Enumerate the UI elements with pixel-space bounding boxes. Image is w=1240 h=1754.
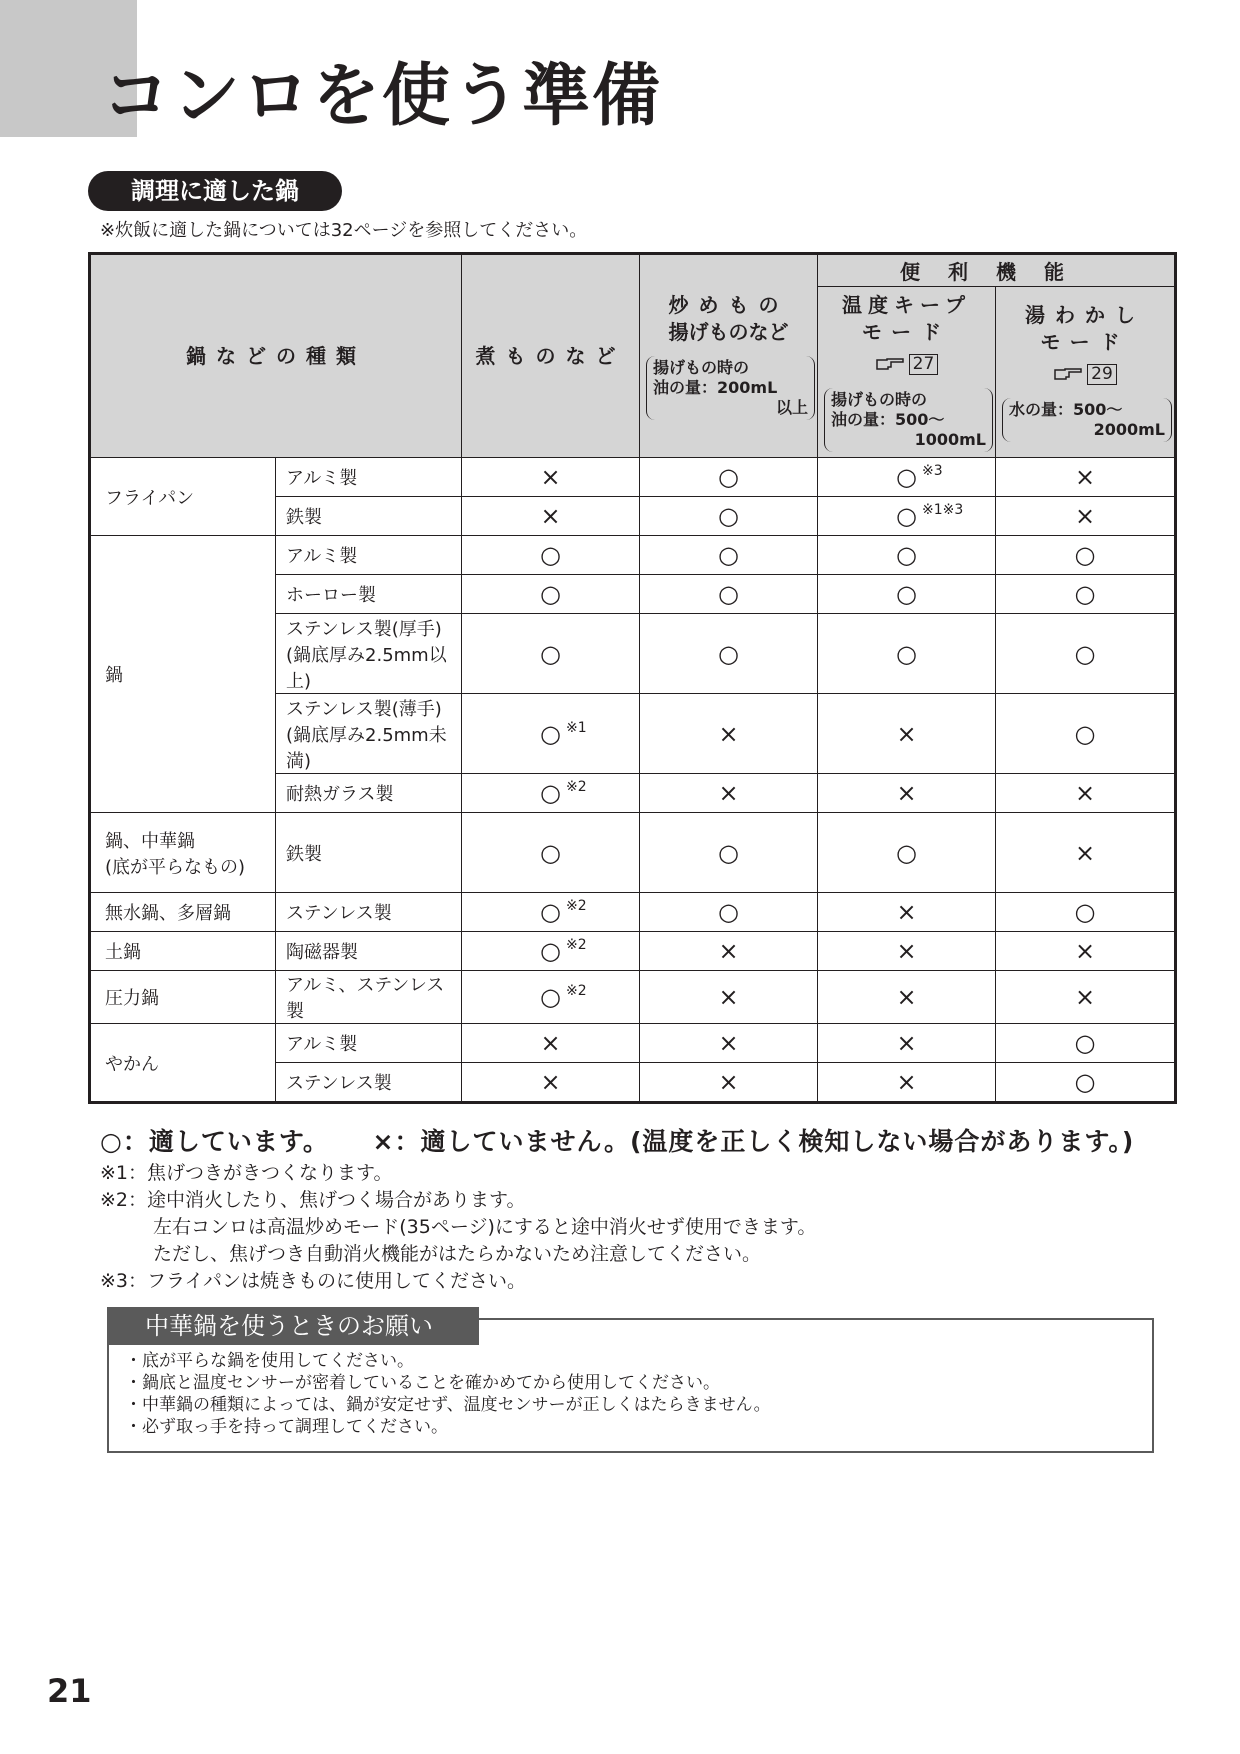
suitability-cell xyxy=(818,1024,996,1063)
cookware-table xyxy=(88,252,1177,1104)
suitability-cell xyxy=(818,614,996,694)
boil-mode-page-link[interactable]: 29 xyxy=(1087,364,1117,385)
suitability-mark: × xyxy=(896,937,917,965)
suitability-cell xyxy=(818,458,996,497)
suitability-mark: × xyxy=(718,937,739,965)
suitability-cell xyxy=(640,614,818,694)
suitability-mark: × xyxy=(718,1068,739,1096)
header-type: 鍋などの種類 xyxy=(90,254,462,458)
suitability-cell xyxy=(640,971,818,1024)
keep-mode-page-link[interactable]: 27 xyxy=(909,354,939,375)
legend xyxy=(100,1122,1168,1158)
cookware-material: アルミ製 xyxy=(276,1024,462,1063)
suitability-mark: × xyxy=(1074,779,1096,807)
suitability-cell xyxy=(818,694,996,774)
suitability-cell xyxy=(996,893,1176,932)
table-row xyxy=(90,1024,1176,1063)
request-item: ・ 底が平らな鍋を使用してください。 xyxy=(125,1350,771,1372)
keep-oil-note: 揚げもの時の 油の量：500〜 1000mL xyxy=(824,388,993,452)
footnote-2-line2: 左右コンロは高温炒めモード(35ページ)にすると途中消火せず使用できます。 xyxy=(153,1216,817,1238)
suitability-cell xyxy=(996,971,1176,1024)
suitability-cell xyxy=(462,1024,640,1063)
suitability-mark: × xyxy=(718,779,739,807)
suitability-cell xyxy=(462,893,640,932)
cookware-category: 圧力鍋 xyxy=(90,971,276,1024)
footnote-2: ※2：途中消火したり、焦げつく場合があります。 xyxy=(100,1189,526,1211)
footnote-1: ※1：焦げつきがきつくなります。 xyxy=(100,1162,393,1184)
cookware-material: ステンレス製(薄手) (鍋底厚み2.5mm未満) xyxy=(276,694,462,774)
section-heading: 調理に適した鍋 xyxy=(88,171,342,211)
suitability-cell xyxy=(462,1063,640,1103)
suitability-mark: ○ ※2 xyxy=(540,900,561,924)
suitability-cell xyxy=(462,694,640,774)
suitability-cell xyxy=(462,536,640,575)
suitability-mark: ○ xyxy=(1074,1029,1096,1057)
footnotes xyxy=(100,1160,816,1295)
suitability-mark: ○ xyxy=(896,838,917,867)
suitability-cell xyxy=(640,893,818,932)
cookware-category: 鍋 xyxy=(90,536,276,813)
suitability-cell xyxy=(640,575,818,614)
suitability-mark: × xyxy=(1074,937,1096,965)
suitability-cell xyxy=(818,536,996,575)
page-title: コンロを使う準備 xyxy=(102,57,663,136)
suitability-mark: ○ xyxy=(896,580,917,608)
cookware-material: アルミ製 xyxy=(276,458,462,497)
legend-suitable: ○：適しています。 xyxy=(100,1127,329,1156)
suitability-cell xyxy=(818,1063,996,1103)
suitability-mark: × xyxy=(1074,463,1096,491)
suitability-mark: × xyxy=(718,983,739,1011)
cookware-category: 土鍋 xyxy=(90,932,276,971)
footnote-ref: ※2 xyxy=(566,983,587,999)
suitability-cell xyxy=(462,497,640,536)
request-title: 中華鍋を使うときのお願い xyxy=(107,1307,479,1345)
rice-cooking-note: ※炊飯に適した鍋については32ページを参照してください。 xyxy=(100,220,588,241)
suitability-mark: ○ xyxy=(540,639,561,668)
table-row xyxy=(90,458,1176,497)
suitability-mark: ○ ※2 xyxy=(540,939,561,963)
cookware-material: 鉄製 xyxy=(276,813,462,893)
suitability-mark: × xyxy=(896,779,917,807)
suitability-cell xyxy=(640,536,818,575)
suitability-cell xyxy=(640,774,818,813)
footnote-ref: ※1 xyxy=(566,719,587,736)
suitability-mark: × xyxy=(540,463,561,491)
page-number: 21 xyxy=(47,1672,92,1710)
suitability-cell xyxy=(818,813,996,893)
suitability-mark: × xyxy=(896,898,917,926)
suitability-mark: ○ xyxy=(718,838,739,867)
suitability-cell xyxy=(462,575,640,614)
suitability-cell xyxy=(462,971,640,1024)
cookware-material: 耐熱ガラス製 xyxy=(276,774,462,813)
footnote-3: ※3：フライパンは焼きものに使用してください。 xyxy=(100,1270,527,1292)
footnote-ref: ※2 xyxy=(566,779,587,795)
suitability-cell xyxy=(818,971,996,1024)
cookware-category: フライパン xyxy=(90,458,276,536)
suitability-cell xyxy=(818,497,996,536)
suitability-mark: ○ xyxy=(1074,639,1096,668)
cookware-material: 鉄製 xyxy=(276,497,462,536)
suitability-cell xyxy=(996,774,1176,813)
request-list xyxy=(125,1350,771,1438)
header-convenience: 便利機能 xyxy=(818,254,1176,287)
footnote-ref: ※2 xyxy=(566,937,587,953)
suitability-mark: ○ xyxy=(1074,719,1096,748)
suitability-cell xyxy=(462,774,640,813)
cookware-material: 陶磁器製 xyxy=(276,932,462,971)
suitability-mark: ○ xyxy=(1074,1068,1096,1096)
suitability-mark: ○ xyxy=(718,580,739,608)
suitability-cell xyxy=(462,614,640,694)
table-row xyxy=(90,536,1176,575)
suitability-mark: ○ xyxy=(1074,541,1096,569)
boil-water-note: 水の量：500〜 2000mL xyxy=(1002,398,1172,442)
suitability-mark: ○ xyxy=(718,639,739,668)
suitability-mark: ○ xyxy=(718,463,739,491)
suitability-mark: ○ ※2 xyxy=(540,985,561,1009)
suitability-cell xyxy=(996,1024,1176,1063)
header-fry: 炒めもの 揚げものなど 揚げもの時の 油の量：200mL 以上 xyxy=(640,254,818,458)
suitability-cell xyxy=(462,932,640,971)
suitability-mark: × xyxy=(718,719,739,748)
suitability-cell xyxy=(818,893,996,932)
footnote-2-line3: ただし、焦げつき自動消火機能がはたらかないため注意してください。 xyxy=(153,1243,762,1265)
suitability-mark: × xyxy=(1074,983,1096,1011)
suitability-mark: × xyxy=(540,1029,561,1057)
table-row xyxy=(90,813,1176,893)
cookware-material: ホーロー製 xyxy=(276,575,462,614)
suitability-cell xyxy=(462,458,640,497)
footnote-ref: ※3 xyxy=(922,463,943,479)
suitability-mark: ○ xyxy=(1074,580,1096,608)
cookware-category: 無水鍋、多層鍋 xyxy=(90,893,276,932)
request-item: ・ 必ず取っ手を持って調理してください。 xyxy=(125,1416,771,1438)
suitability-mark: × xyxy=(896,983,917,1011)
legend-unsuitable: ×：適していません。(温度を正しく検知しない場合があります。) xyxy=(372,1127,1135,1156)
suitability-mark: ○ xyxy=(896,541,917,569)
header-boil-mode: 湯わかし モード 29 水の量：500〜 2000mL xyxy=(996,287,1176,458)
suitability-cell xyxy=(818,774,996,813)
request-item: ・ 中華鍋の種類によっては、鍋が安定せず、温度センサーが正しくはたらきません。 xyxy=(125,1394,771,1416)
suitability-cell xyxy=(996,694,1176,774)
cookware-material: ステンレス製 xyxy=(276,893,462,932)
suitability-cell xyxy=(640,932,818,971)
suitability-cell xyxy=(996,536,1176,575)
suitability-cell xyxy=(996,932,1176,971)
fry-oil-note: 揚げもの時の 油の量：200mL 以上 xyxy=(646,356,815,420)
suitability-cell xyxy=(996,1063,1176,1103)
suitability-mark: × xyxy=(718,1029,739,1057)
suitability-cell xyxy=(996,497,1176,536)
suitability-cell xyxy=(640,694,818,774)
suitability-cell xyxy=(640,497,818,536)
suitability-mark: ○ xyxy=(1074,898,1096,926)
cookware-material: アルミ、ステンレス製 xyxy=(276,971,462,1024)
header-keep-mode: 温度キープ モード 27 揚げもの時の 油の量：500〜 1000mL xyxy=(818,287,996,458)
footnote-ref: ※2 xyxy=(566,898,587,914)
suitability-mark: × xyxy=(1074,838,1096,867)
suitability-cell xyxy=(640,458,818,497)
suitability-cell xyxy=(818,575,996,614)
request-item: ・ 鍋底と温度センサーが密着していることを確かめてから使用してください。 xyxy=(125,1372,771,1394)
suitability-mark: ○ ※1 xyxy=(540,722,561,746)
footnote-ref: ※1※3 xyxy=(922,502,964,518)
suitability-cell xyxy=(996,813,1176,893)
header-simmer: 煮ものなど xyxy=(462,254,640,458)
suitability-cell xyxy=(640,813,818,893)
suitability-mark: × xyxy=(896,1029,917,1057)
pointing-hand-icon xyxy=(1053,367,1083,381)
table-row xyxy=(90,932,1176,971)
table-row xyxy=(90,893,1176,932)
suitability-mark: ○ xyxy=(896,639,917,668)
suitability-mark: ○ xyxy=(540,838,561,867)
cookware-material: ステンレス製 xyxy=(276,1063,462,1103)
cookware-material: アルミ製 xyxy=(276,536,462,575)
cookware-category: 鍋、中華鍋 (底が平らなもの) xyxy=(90,813,276,893)
suitability-mark: × xyxy=(1074,502,1096,530)
suitability-cell xyxy=(640,1063,818,1103)
suitability-cell xyxy=(818,932,996,971)
suitability-cell xyxy=(996,458,1176,497)
suitability-mark: ○ xyxy=(718,502,739,530)
suitability-mark: ○ xyxy=(540,541,561,569)
suitability-cell xyxy=(996,575,1176,614)
cookware-material: ステンレス製(厚手) (鍋底厚み2.5mm以上) xyxy=(276,614,462,694)
pointing-hand-icon xyxy=(875,357,905,371)
suitability-cell xyxy=(996,614,1176,694)
suitability-mark: ○ xyxy=(718,898,739,926)
suitability-mark: ○ xyxy=(540,580,561,608)
suitability-mark: × xyxy=(540,1068,561,1096)
suitability-mark: × xyxy=(540,502,561,530)
suitability-mark: ○ ※1※3 xyxy=(896,504,917,528)
suitability-mark: ○ xyxy=(718,541,739,569)
suitability-mark: × xyxy=(896,1068,917,1096)
table-row xyxy=(90,971,1176,1024)
suitability-mark: ○ ※3 xyxy=(896,465,917,489)
cookware-category: やかん xyxy=(90,1024,276,1103)
suitability-mark: ○ ※2 xyxy=(540,781,561,805)
suitability-mark: × xyxy=(896,719,917,748)
suitability-cell xyxy=(462,813,640,893)
suitability-cell xyxy=(640,1024,818,1063)
